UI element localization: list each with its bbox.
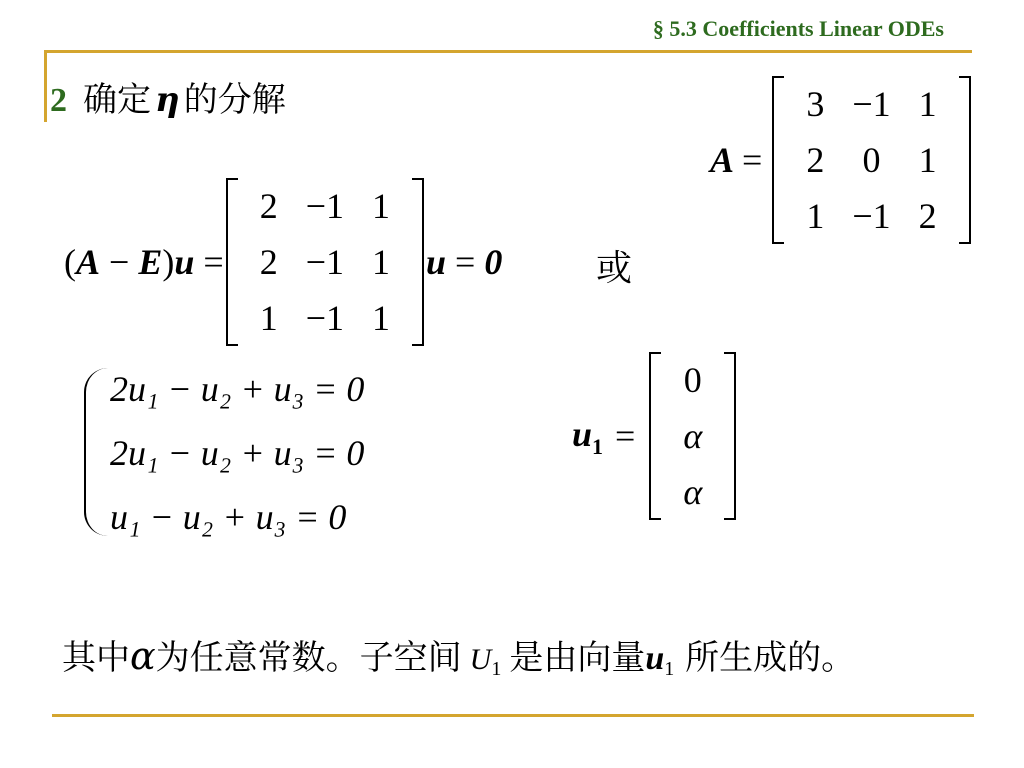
matrix-a-cell: −1	[852, 196, 891, 236]
symbol-u-rhs: u	[426, 242, 447, 282]
paren-open: (	[64, 242, 76, 282]
matrix-a-cell: 0	[862, 140, 881, 180]
matrix-cell: 1	[372, 186, 390, 226]
zero-vector: 0	[484, 242, 503, 282]
matrix-a-equals: =	[742, 140, 763, 180]
vector-cell: α	[683, 416, 703, 456]
eta-symbol: η	[155, 80, 180, 120]
alpha-symbol: α	[130, 634, 156, 678]
section-title	[50, 72, 286, 121]
vector-u1-equation	[572, 352, 738, 520]
equation-a-minus-e	[64, 178, 502, 346]
symbol-a: A	[76, 242, 101, 282]
matrix-a	[770, 76, 972, 244]
matrix-cell: 1	[372, 242, 390, 282]
conclusion-text	[62, 630, 855, 681]
system-brace	[84, 368, 108, 536]
matrix-a-minus-e	[224, 178, 426, 346]
matrix-a-cell: 2	[918, 196, 937, 236]
symbol-e: E	[138, 242, 163, 282]
rhs	[426, 241, 502, 283]
matrix-a-cell: 3	[806, 84, 825, 124]
matrix-cell: 2	[259, 242, 278, 282]
lhs	[64, 241, 224, 283]
text-part: 是由向量	[509, 638, 646, 678]
system-line: u₁ − u₂ + u₃ = 0	[110, 497, 347, 537]
matrix-cell: 2	[259, 186, 278, 226]
footer-rule	[52, 714, 974, 717]
header-rule	[44, 50, 972, 53]
vector-u1	[647, 352, 738, 520]
side-rule	[44, 52, 47, 122]
vector-u1-ref: u1	[645, 640, 675, 680]
system-line: 2u₁ − u₂ + u₃ = 0	[110, 433, 365, 473]
text-part: 所生成的。	[674, 638, 856, 678]
equals-sign-rhs: =	[446, 242, 485, 282]
matrix-cell: −1	[305, 186, 344, 226]
vector-cell: α	[683, 472, 703, 512]
matrix-cell: −1	[305, 298, 344, 338]
matrix-cell: 1	[372, 298, 390, 338]
matrix-a-label: A	[710, 140, 735, 180]
matrix-a-cell: 1	[918, 140, 937, 180]
system-line: 2u₁ − u₂ + u₃ = 0	[110, 369, 365, 409]
matrix-a-equation	[710, 76, 973, 244]
section-number: 2	[50, 82, 67, 119]
section-title-prefix: 确定	[83, 80, 151, 120]
equals-sign: =	[194, 242, 224, 282]
paren-close: )	[162, 242, 175, 282]
matrix-a-cell: 2	[806, 140, 825, 180]
matrix-a-cell: 1	[806, 196, 825, 236]
matrix-cell: −1	[305, 242, 344, 282]
vector-u1-label: $u_1$	[572, 413, 604, 459]
text-part: 为任意常数。子空间	[155, 638, 462, 678]
vector-cell: 0	[683, 360, 702, 400]
minus-sign: −	[100, 242, 139, 282]
subspace-u1: $U_1$	[469, 643, 502, 680]
matrix-a-cell: 1	[918, 84, 937, 124]
symbol-u: u	[174, 242, 195, 282]
or-label: 或	[596, 248, 633, 289]
matrix-a-cell: −1	[852, 84, 891, 124]
vector-u1-equals: =	[615, 416, 636, 456]
matrix-cell: 1	[259, 298, 278, 338]
text-part: 其中	[62, 638, 130, 678]
header-title: § 5.3 Coefficients Linear ODEs	[652, 16, 944, 41]
section-title-suffix: 的分解	[183, 80, 286, 120]
